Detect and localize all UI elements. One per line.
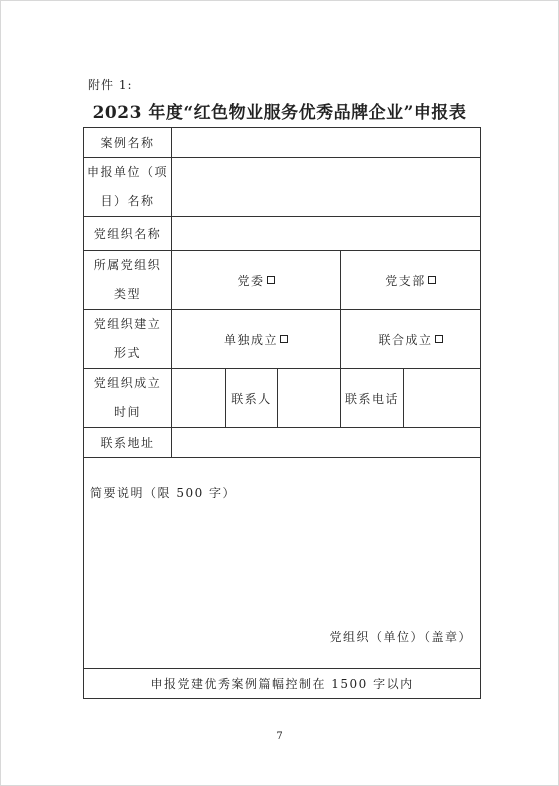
org-type-option-1-label: 党委 [237,273,265,288]
build-form-option-1-label: 单独成立 [223,332,278,347]
build-form-option-2-label: 联合成立 [378,332,433,347]
applicant-field[interactable] [172,158,481,217]
row-footer-note [84,669,481,699]
row-founded [84,369,481,428]
org-type-option-party-committee[interactable] [172,251,341,310]
footer-note: 申报党建优秀案例篇幅控制在 1500 字以内 [84,669,481,699]
contact-person-field[interactable] [278,369,341,428]
contact-phone-label: 联系电话 [341,369,404,428]
build-form-label [84,310,172,369]
application-form-table [83,127,481,699]
build-form-label-line1: 党组织建立 [93,317,162,331]
row-applicant [84,158,481,217]
attachment-label: 附件 1: [88,78,133,92]
address-field[interactable] [172,428,481,458]
applicant-label [84,158,172,217]
founded-label-line2: 时间 [113,405,141,419]
row-party-org-name [84,217,481,251]
applicant-label-line1: 申报单位（项 [86,165,168,179]
build-form-option-independent[interactable] [172,310,341,369]
contact-phone-field[interactable] [404,369,481,428]
case-name-field[interactable] [172,128,481,158]
address-label: 联系地址 [84,428,172,458]
description-field[interactable] [84,458,481,669]
founded-date-field[interactable] [172,369,226,428]
applicant-label-line2: 目）名称 [100,194,155,208]
case-name-label: 案例名称 [84,128,172,158]
checkbox-icon[interactable] [267,276,275,284]
row-case-name [84,128,481,158]
build-form-label-line2: 形式 [113,346,141,360]
org-type-label-line2: 类型 [113,287,141,301]
org-type-option-party-branch[interactable] [341,251,481,310]
party-org-name-field[interactable] [172,217,481,251]
description-label: 简要说明（限 500 字） [90,486,237,500]
org-type-label-line1: 所属党组织 [93,258,162,272]
checkbox-icon[interactable] [428,276,436,284]
checkbox-icon[interactable] [280,335,288,343]
row-build-form [84,310,481,369]
document-title: 2023 年度“红色物业服务优秀品牌企业”申报表 [92,103,467,123]
org-type-option-2-label: 党支部 [385,273,426,288]
seal-label: 党组织（单位）（盖章） [329,630,473,644]
founded-label [84,369,172,428]
row-description [84,458,481,669]
contact-person-label: 联系人 [226,369,278,428]
row-org-type [84,251,481,310]
row-address [84,428,481,458]
party-org-name-label: 党组织名称 [84,217,172,251]
page-number: 7 [276,731,283,742]
org-type-label [84,251,172,310]
build-form-option-joint[interactable] [341,310,481,369]
checkbox-icon[interactable] [435,335,443,343]
founded-label-line1: 党组织成立 [93,376,162,390]
